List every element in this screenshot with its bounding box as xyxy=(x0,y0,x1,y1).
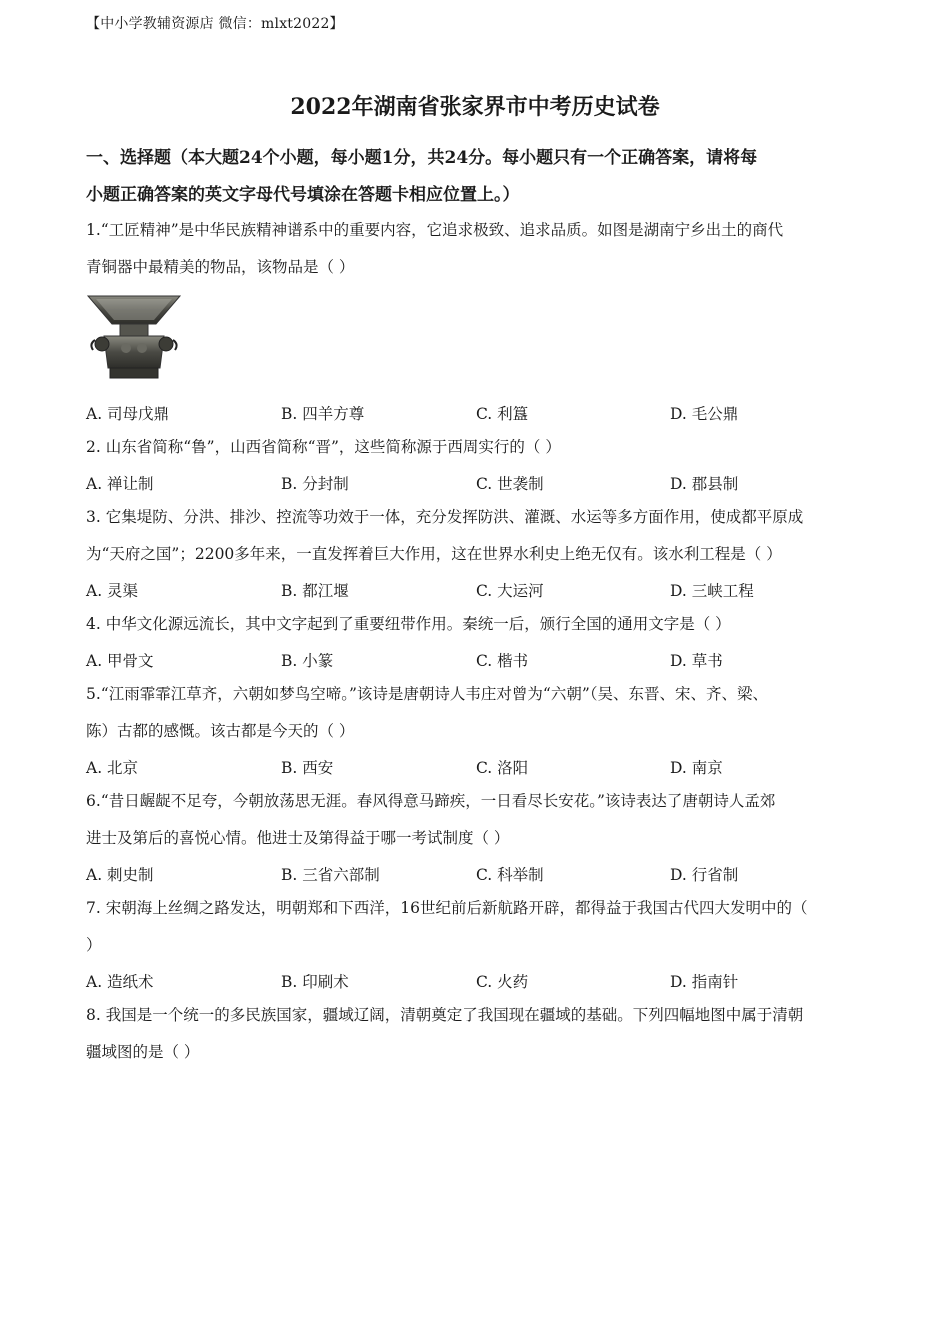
section-heading-line: 小题正确答案的英文字母代号填涂在答题卡相应位置上。） xyxy=(86,185,520,205)
question-4-text: 4. 中华文化源远流长，其中文字起到了重要纽带作用。秦统一后，颁行全国的通用文字是（ ） xyxy=(86,615,731,633)
question-7-text: ） xyxy=(86,936,102,954)
option-c[interactable]: C. 利簋 xyxy=(476,405,529,423)
option-b[interactable]: B. 都江堰 xyxy=(281,582,349,600)
option-a[interactable]: A. 司母戊鼎 xyxy=(86,405,170,423)
question-2-options xyxy=(86,472,876,494)
section-heading-line: 一、选择题（本大题24个小题，每小题1分，共24分。每小题只有一个正确答案，请将每 xyxy=(86,148,758,168)
question-6-options xyxy=(86,863,876,885)
option-d[interactable]: D. 三峡工程 xyxy=(670,582,754,600)
option-c[interactable]: C. 火药 xyxy=(476,973,529,991)
question-1-text: 青铜器中最精美的物品，该物品是（ ） xyxy=(86,258,355,276)
option-c[interactable]: C. 楷书 xyxy=(476,652,529,670)
option-d[interactable]: D. 草书 xyxy=(670,652,723,670)
option-d[interactable]: D. 毛公鼎 xyxy=(670,405,739,423)
option-d[interactable]: D. 郡县制 xyxy=(670,475,739,493)
option-b[interactable]: B. 分封制 xyxy=(281,475,349,493)
option-b[interactable]: B. 三省六部制 xyxy=(281,866,380,884)
question-3-options xyxy=(86,579,876,601)
header-note: 【中小学教辅资源店 微信：mlxt2022】 xyxy=(86,16,344,32)
option-c[interactable]: C. 世袭制 xyxy=(476,475,544,493)
question-7-text: 7. 宋朝海上丝绸之路发达，明朝郑和下西洋，16世纪前后新航路开辟，都得益于我国古代四大发明中的（ xyxy=(86,899,808,917)
option-a[interactable]: A. 禅让制 xyxy=(86,475,154,493)
exam-title: 2022年湖南省张家界市中考历史试卷 xyxy=(290,94,660,120)
question-8-text: 8. 我国是一个统一的多民族国家，疆域辽阔，清朝奠定了我国现在疆域的基础。下列四幅地图中属于清朝 xyxy=(86,1006,804,1024)
question-3-text: 为“天府之国”；2200多年来，一直发挥着巨大作用，这在世界水利史上绝无仅有。该水利工程是（ ） xyxy=(86,545,782,563)
question-5-text: 5.“江雨霏霏江草齐，六朝如梦鸟空啼。”该诗是唐朝诗人韦庄对曾为“六朝”（吴、东晋、宋、齐、梁、 xyxy=(86,685,768,703)
option-b[interactable]: B. 西安 xyxy=(281,759,334,777)
option-a[interactable]: A. 灵渠 xyxy=(86,582,139,600)
section-heading xyxy=(86,140,876,214)
option-c[interactable]: C. 大运河 xyxy=(476,582,544,600)
bronze-vessel-image xyxy=(86,290,182,382)
option-a[interactable]: A. 北京 xyxy=(86,759,139,777)
question-4-options xyxy=(86,649,876,671)
option-d[interactable]: D. 南京 xyxy=(670,759,723,777)
question-7-options xyxy=(86,970,876,992)
question-5-text: 陈）古都的感慨。该古都是今天的（ ） xyxy=(86,722,355,740)
option-b[interactable]: B. 四羊方尊 xyxy=(281,405,365,423)
question-6-text: 6.“昔日龌龊不足夸，今朝放荡思无涯。春风得意马蹄疾，一日看尽长安花。”该诗表达了唐朝诗人孟郊 xyxy=(86,792,776,810)
option-c[interactable]: C. 科举制 xyxy=(476,866,544,884)
question-5-options xyxy=(86,756,876,778)
question-8-text: 疆域图的是（ ） xyxy=(86,1043,200,1061)
question-1-options xyxy=(86,402,876,424)
option-a[interactable]: A. 造纸术 xyxy=(86,973,154,991)
option-c[interactable]: C. 洛阳 xyxy=(476,759,529,777)
option-b[interactable]: B. 印刷术 xyxy=(281,973,349,991)
option-a[interactable]: A. 刺史制 xyxy=(86,866,154,884)
question-1-text: 1.“工匠精神”是中华民族精神谱系中的重要内容，它追求极致、追求品质。如图是湖南宁乡出土的商代 xyxy=(86,221,784,239)
question-6-text: 进士及第后的喜悦心情。他进士及第得益于哪一考试制度（ ） xyxy=(86,829,510,847)
question-2-text: 2. 山东省简称“鲁”，山西省简称“晋”，这些简称源于西周实行的（ ） xyxy=(86,438,561,456)
option-b[interactable]: B. 小篆 xyxy=(281,652,334,670)
option-d[interactable]: D. 行省制 xyxy=(670,866,739,884)
option-d[interactable]: D. 指南针 xyxy=(670,973,739,991)
option-a[interactable]: A. 甲骨文 xyxy=(86,652,154,670)
question-3-text: 3. 它集堤防、分洪、排沙、控流等功效于一体，充分发挥防洪、灌溉、水运等多方面作用，使成都平原成 xyxy=(86,508,804,526)
